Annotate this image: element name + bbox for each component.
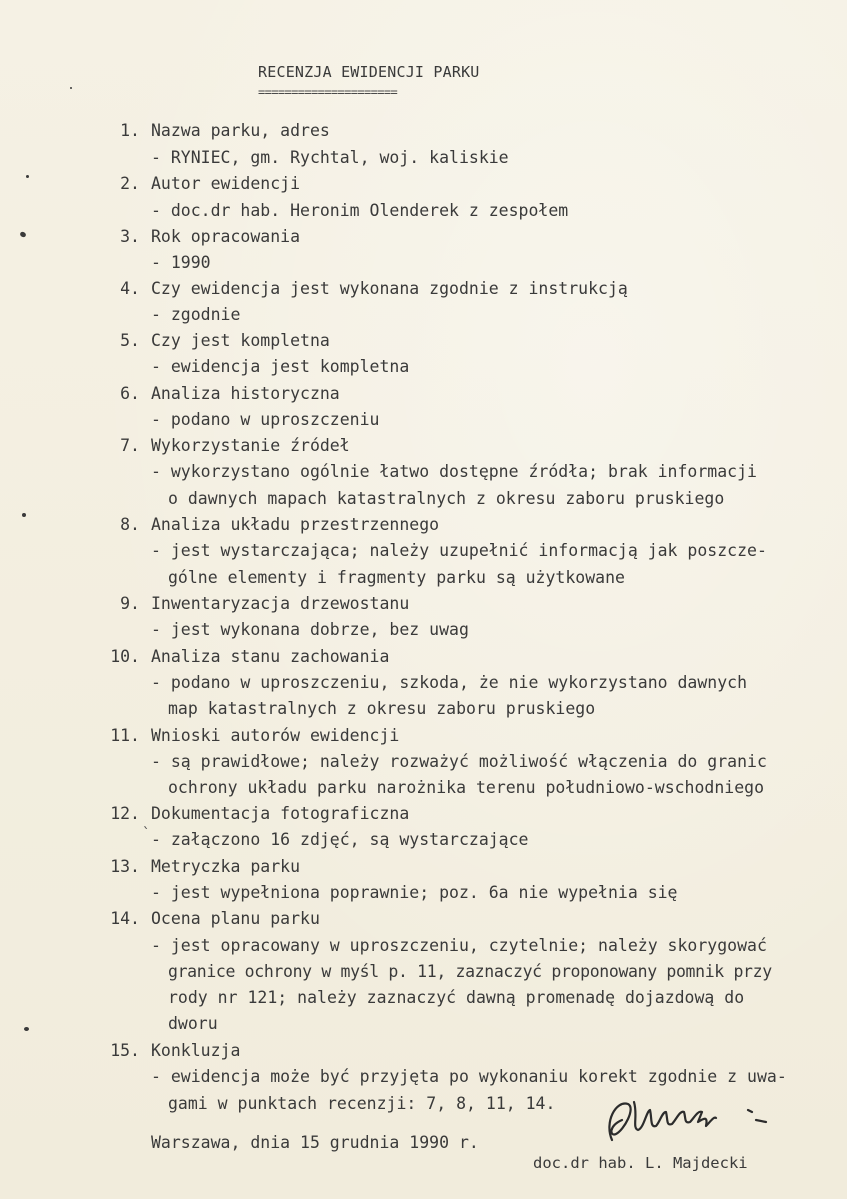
item-number: 14. <box>110 909 140 928</box>
item-text: - jest wystarczająca; należy uzupełnić informacją jak poszcze- <box>151 541 767 560</box>
margin-mark <box>22 513 26 517</box>
item-number: 5. <box>120 331 140 350</box>
item-number: 3. <box>120 227 140 246</box>
item-heading: Metryczka parku <box>151 857 301 876</box>
item-text: - ewidencja jest kompletna <box>151 357 410 376</box>
item-text: - jest wypełniona poprawnie; poz. 6a nie wypełnia się <box>151 883 678 902</box>
item-number: 15. <box>110 1041 140 1060</box>
margin-mark <box>70 87 72 89</box>
item-number: 9. <box>120 594 140 613</box>
item-number: 11. <box>110 726 140 745</box>
margin-mark <box>24 1027 29 1031</box>
item-heading: Analiza historyczna <box>151 384 340 403</box>
item-heading: Rok opracowania <box>151 227 301 246</box>
item-text: - jest wykonana dobrze, bez uwag <box>151 620 469 639</box>
item-heading: Analiza stanu zachowania <box>151 647 390 666</box>
item-text: - wykorzystano ogólnie łatwo dostępne źródła; brak informacji <box>151 462 757 481</box>
item-number: 2. <box>120 174 140 193</box>
item-heading: Inwentaryzacja drzewostanu <box>151 594 410 613</box>
item-heading: Dokumentacja fotograficzna <box>151 804 410 823</box>
item-text: - 1990 <box>151 253 211 272</box>
item-number: 12. <box>110 804 140 823</box>
item-heading: Czy jest kompletna <box>151 331 330 350</box>
title-underline: ===================== <box>258 85 398 99</box>
item-heading: Ocena planu parku <box>151 909 320 928</box>
item-text: dworu <box>168 1014 218 1033</box>
item-text: rody nr 121; należy zaznaczyć dawną promenadę dojazdową do <box>168 988 745 1007</box>
item-heading: Czy ewidencja jest wykonana zgodnie z instrukcją <box>151 279 628 298</box>
item-text: - zgodnie <box>151 305 241 324</box>
item-number: 1. <box>120 121 140 140</box>
item-text: - RYNIEC, gm. Rychtal, woj. kaliskie <box>151 148 509 167</box>
item-text: - załączono 16 zdjęć, są wystarczające <box>151 830 529 849</box>
item-text: gami w punktach recenzji: 7, 8, 11, 14. <box>168 1094 556 1113</box>
item-heading: Wnioski autorów ewidencji <box>151 726 400 745</box>
margin-mark <box>19 231 27 238</box>
item-text: - doc.dr hab. Heronim Olenderek z zespołem <box>151 201 569 220</box>
item-number: 6. <box>120 384 140 403</box>
item-heading: Autor ewidencji <box>151 174 301 193</box>
item-heading: Nazwa parku, adres <box>151 121 330 140</box>
item-number: 7. <box>120 436 140 455</box>
item-text: o dawnych mapach katastralnych z okresu zaboru pruskiego <box>168 489 725 508</box>
item-text: - podano w uproszczeniu, szkoda, że nie wykorzystano dawnych <box>151 673 748 692</box>
item-text: map katastralnych z okresu zaboru pruskiego <box>168 699 596 718</box>
margin-mark <box>26 175 29 178</box>
place-and-date: Warszawa, dnia 15 grudnia 1990 r. <box>151 1133 479 1152</box>
item-text: granice ochrony w myśl p. 11, zaznaczyć proponowany pomnik przy <box>168 962 772 981</box>
item-text: gólne elementy i fragmenty parku są użytkowane <box>168 568 625 587</box>
item-heading: Konkluzja <box>151 1041 241 1060</box>
handwritten-signature-icon <box>594 1082 794 1152</box>
item-text: ochrony układu parku narożnika terenu południowo-wschodniego <box>168 778 765 797</box>
item-number: 8. <box>120 515 140 534</box>
item-text: - są prawidłowe; należy rozważyć możliwość włączenia do granic <box>151 752 767 771</box>
item-number: 10. <box>110 647 140 666</box>
item-number: 4. <box>120 279 140 298</box>
margin-tick: ` <box>142 826 151 842</box>
signatory-name: doc.dr hab. L. Majdecki <box>533 1154 748 1172</box>
item-text: - podano w uproszczeniu <box>151 410 380 429</box>
item-text: - ewidencja może być przyjęta po wykonaniu korekt zgodnie z uwa- <box>151 1067 787 1086</box>
item-heading: Analiza układu przestrzennego <box>151 515 440 534</box>
item-number: 13. <box>110 857 140 876</box>
item-text: - jest opracowany w uproszczeniu, czytelnie; należy skorygować <box>151 936 767 955</box>
document-title: RECENZJA EWIDENCJI PARKU <box>258 63 480 81</box>
item-heading: Wykorzystanie źródeł <box>151 436 350 455</box>
